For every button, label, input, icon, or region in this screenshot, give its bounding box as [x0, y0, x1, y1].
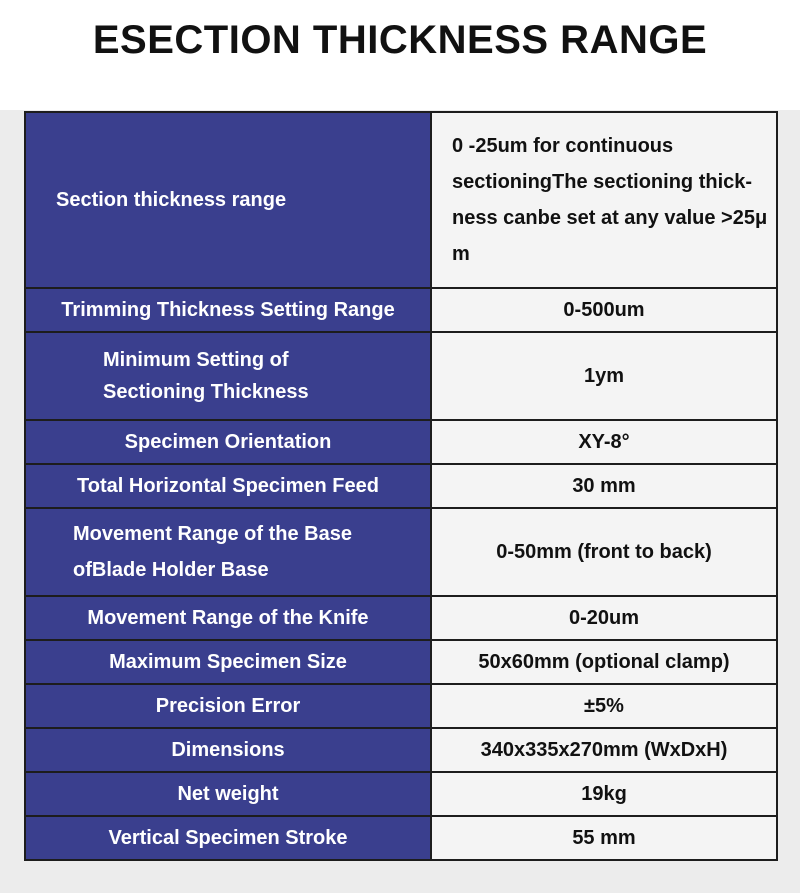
table-row — [25, 684, 777, 728]
spec-value: 55 mm — [431, 816, 777, 860]
title-band — [0, 0, 800, 110]
spec-label: Section thickness range — [25, 112, 431, 288]
table-row — [25, 464, 777, 508]
spec-value: 1ym — [431, 332, 777, 420]
table-row — [25, 508, 777, 596]
spec-value: 50x60mm (optional clamp) — [431, 640, 777, 684]
spec-value: 0-20um — [431, 596, 777, 640]
spec-label: Movement Range of the Base ofBlade Holder Base — [73, 523, 352, 581]
spec-label: Movement Range of the Knife — [25, 596, 431, 640]
spec-value: XY-8° — [431, 420, 777, 464]
table-row — [25, 288, 777, 332]
spec-label-cell — [25, 508, 431, 596]
spec-label: Trimming Thickness Setting Range — [25, 288, 431, 332]
spec-label: Total Horizontal Specimen Feed — [25, 464, 431, 508]
spec-label: Net weight — [25, 772, 431, 816]
table-row — [25, 332, 777, 420]
spec-value: ±5% — [431, 684, 777, 728]
spec-value: 0-500um — [431, 288, 777, 332]
spec-value: 340x335x270mm (WxDxH) — [431, 728, 777, 772]
table-row — [25, 596, 777, 640]
spec-label: Vertical Specimen Stroke — [25, 816, 431, 860]
table-row — [25, 816, 777, 860]
spec-value: 19kg — [431, 772, 777, 816]
spec-label: Specimen Orientation — [25, 420, 431, 464]
spec-label: Maximum Specimen Size — [25, 640, 431, 684]
spec-label: Minimum Setting of Sectioning Thickness — [103, 349, 309, 403]
spec-label: Precision Error — [25, 684, 431, 728]
page-title: ESECTION THICKNESS RANGE — [92, 18, 708, 62]
table-row — [25, 772, 777, 816]
table-row — [25, 112, 777, 288]
spec-label: Dimensions — [25, 728, 431, 772]
spec-value: 0 -25um for continuous sectioningThe sectioning thick-ness canbe set at any value >25μ m — [431, 112, 777, 288]
spec-label-cell — [25, 332, 431, 420]
spec-value: 0-50mm (front to back) — [431, 508, 777, 596]
table-row — [25, 728, 777, 772]
spec-value: 30 mm — [431, 464, 777, 508]
spec-table — [24, 111, 778, 861]
table-row — [25, 640, 777, 684]
table-row — [25, 420, 777, 464]
